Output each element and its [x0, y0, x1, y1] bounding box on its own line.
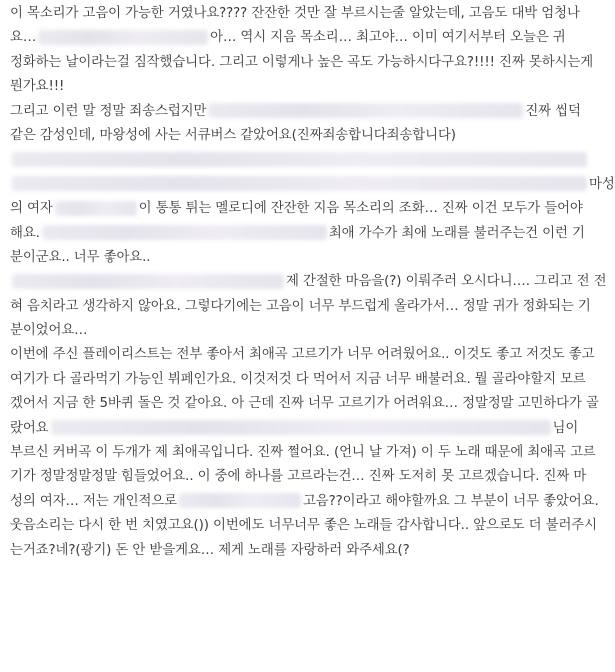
text-segment: 제 간절한 마음을(?) 이뤄주러 오시다니…. 그리고 전 전: [286, 274, 607, 290]
redacted-text: [51, 420, 551, 435]
text-line: [10, 148, 602, 172]
text-segment: 님이: [552, 420, 579, 436]
text-segment: 이번에 주신 플레이리스트는 전부 좋아서 최애곡 고르기가 너무 어려웠어요.. 이것도 좋고 저것도 좋고: [10, 347, 595, 363]
redacted-text: [42, 225, 327, 240]
text-line: [10, 465, 602, 489]
text-segment: 뭔가요!!!: [10, 79, 65, 95]
paragraph: [10, 270, 607, 343]
text-line: [10, 197, 602, 221]
redacted-text: [12, 274, 284, 289]
text-line: [10, 2, 602, 26]
text-segment: 이 목소리가 고음이 가능한 거였나요???? 잔잔한 것만 잘 부르시는줄 알았는데, 고음도 대박 엄청나: [10, 6, 580, 21]
text-segment: 해요.: [10, 225, 40, 241]
text-segment: 고음??이라고 해야할까요 그 부분이 너무 좋았어요.: [302, 493, 599, 509]
text-segment: 부르신 커버곡 이 두개가 제 최애곡입니다. 진짜 쩔어요. (언니 날 가져) 이 두 노래 때문에 최애곡 고르: [10, 445, 596, 461]
text-line: [10, 417, 602, 441]
paragraph: [10, 343, 602, 563]
text-line: [10, 368, 602, 392]
text-segment: 랐어요: [10, 420, 49, 436]
text-segment: 기가 정말정말정말 힘들었어요.. 이 중에 하나를 고르라는건… 진짜 도저히 못 고르겠습니다. 진짜 마: [10, 469, 587, 485]
text-line: [10, 26, 602, 50]
redacted-text: [208, 103, 523, 118]
text-segment: 혀 음치라고 생각하지 않아요. 그렇다기에는 고음이 너무 부드럽게 올라가서… 정말 귀가 정화되는 기: [10, 298, 591, 314]
text-segment: 분이군요.. 너무 좋아요..: [10, 249, 151, 265]
text-segment: 요…: [10, 30, 37, 46]
paragraph: [10, 2, 602, 148]
redacted-text: [55, 201, 137, 216]
text-segment: 겠어서 지금 한 5바퀴 돌은 것 같아요. 아 근데 진짜 너무 고르기가 어려워요… 정말정말 고민하다가 골: [10, 396, 599, 412]
text-line: [10, 392, 602, 416]
text-segment: 성의 여자… 저는 개인적으로: [10, 493, 177, 509]
text-segment: 최애 가수가 최애 노래를 불러주는건 이런 기: [328, 225, 585, 241]
text-segment: 아… 역시 지음 목소리… 최고야… 이미 여기서부터 오늘은 귀: [210, 30, 566, 46]
text-line: [10, 490, 602, 514]
text-line: [10, 319, 602, 343]
text-segment: 의 여자: [10, 201, 53, 217]
text-segment: 정화하는 날이라는걸 짐작했습니다. 그리고 이렇게나 높은 곡도 가능하시다구요?!!!! 진짜 못하시는게: [10, 54, 594, 70]
text-line: [10, 514, 602, 538]
text-segment: 여기가 다 골라먹기 가능인 뷔페인가요. 이것저것 다 먹어서 지금 너무 배불러요. 뭘 골라야할지 모르: [10, 371, 586, 387]
text-line: [10, 75, 602, 99]
text-segment: 같은 감성인데, 마왕성에 사는 서큐버스 같았어요(진짜죄송합니다죄송합니다): [10, 127, 456, 143]
text-segment: 마성: [589, 176, 615, 192]
text-line: [10, 100, 602, 124]
text-segment: 진짜 씹덕: [525, 103, 581, 119]
text-line: [10, 441, 602, 465]
text-line: [10, 51, 602, 75]
text-line: [10, 173, 615, 197]
redacted-text: [38, 30, 208, 45]
text-line: [10, 222, 602, 246]
redacted-text: [179, 493, 301, 508]
text-line: [10, 343, 602, 367]
text-line: [10, 124, 602, 148]
text-segment: 분이었어요…: [10, 323, 88, 339]
text-line: [10, 270, 607, 294]
text-line: [10, 539, 602, 563]
paragraph: [10, 148, 615, 270]
text-segment: 그리고 이런 말 정말 죄송스럽지만: [10, 103, 207, 119]
text-segment: 는거죠?네?(광기) 돈 안 받을게요… 제게 노래를 자랑하러 와주세요(?: [10, 542, 410, 558]
redacted-text: [12, 176, 587, 191]
redacted-text: [12, 152, 587, 167]
text-line: [10, 246, 602, 270]
text-segment: 웃음소리는 다시 한 번 치였고요()) 이번에도 너무너무 좋은 노래들 감사합니다.. 앞으로도 더 불러주시: [10, 518, 597, 534]
text-line: [10, 295, 602, 319]
comment-body: [10, 2, 615, 563]
text-segment: 이 통통 튀는 멜로디에 잔잔한 지음 목소리의 조화… 진짜 이건 모두가 들어야: [138, 201, 583, 217]
